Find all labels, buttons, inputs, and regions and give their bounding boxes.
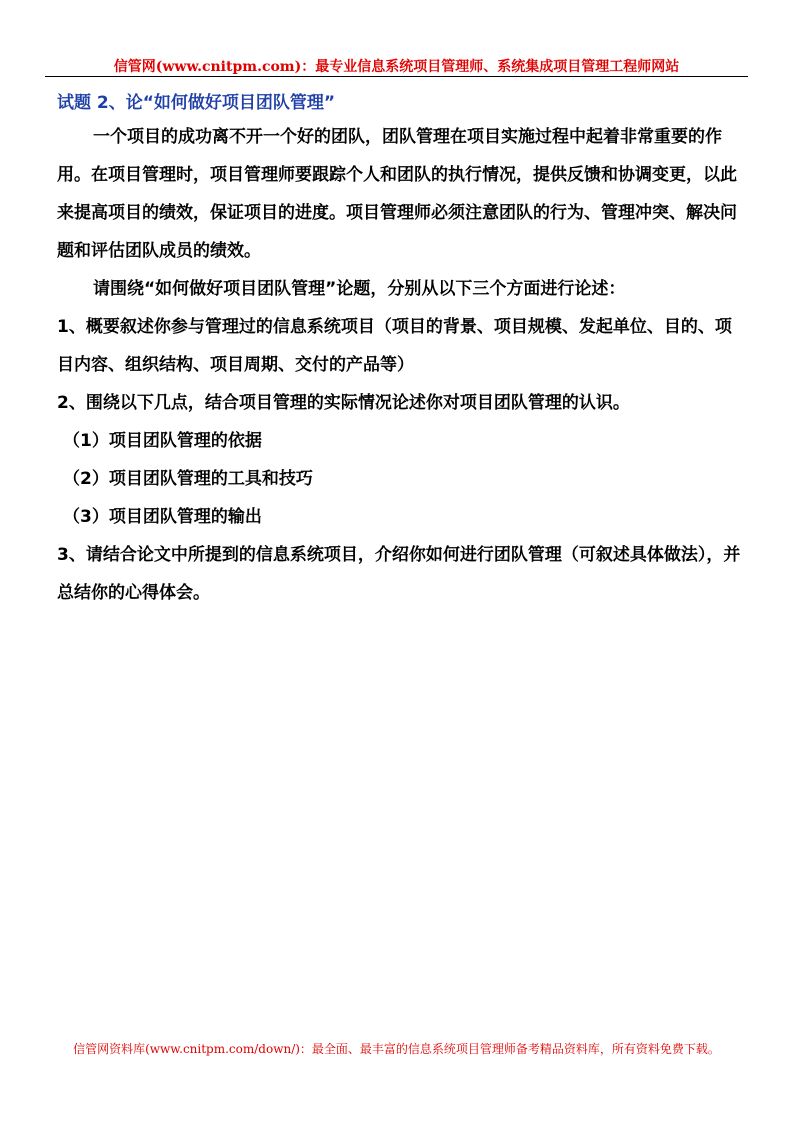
- item-1: 1、概要叙述你参与管理过的信息系统项目（项目的背景、项目规模、发起单位、目的、项目内容、组织结构、项目周期、交付的产品等）: [57, 317, 732, 375]
- header-divider: [45, 76, 748, 77]
- instruction-paragraph: 请围绕“如何做好项目团队管理”论题，分别从以下三个方面进行论述：: [93, 279, 626, 299]
- item-2: 2、围绕以下几点，结合项目管理的实际情况论述你对项目团队管理的认识。: [57, 393, 630, 413]
- sub-item-3: （3）项目团队管理的输出: [63, 507, 262, 527]
- page-header: 信管网(www.cnitpm.com)：最专业信息系统项目管理师、系统集成项目管理工程师网站: [113, 59, 680, 75]
- item-3: 3、请结合论文中所提到的信息系统项目，介绍你如何进行团队管理（可叙述具体做法），并总结你的心得体会。: [57, 545, 741, 603]
- question-title: 试题 2、论“如何做好项目团队管理”: [57, 93, 336, 113]
- intro-paragraph: 一个项目的成功离不开一个好的团队，团队管理在项目实施过程中起着非常重要的作用。在项目管理时，项目管理师要跟踪个人和团队的执行情况，提供反馈和协调变更，以此来提高项目的绩效，保证项目的进度。项目管理师必须注意团队的行为、管理冲突、解决问题和评估团队成员的绩效。: [57, 127, 737, 261]
- question-body: [57, 118, 747, 612]
- sub-item-2: （2）项目团队管理的工具和技巧: [63, 469, 313, 489]
- sub-item-1: （1）项目团队管理的依据: [63, 431, 262, 451]
- page-footer: 信管网资料库(www.cnitpm.com/down/)：最全面、最丰富的信息系统项目管理师备考精品资料库，所有资料免费下载。: [73, 1042, 720, 1056]
